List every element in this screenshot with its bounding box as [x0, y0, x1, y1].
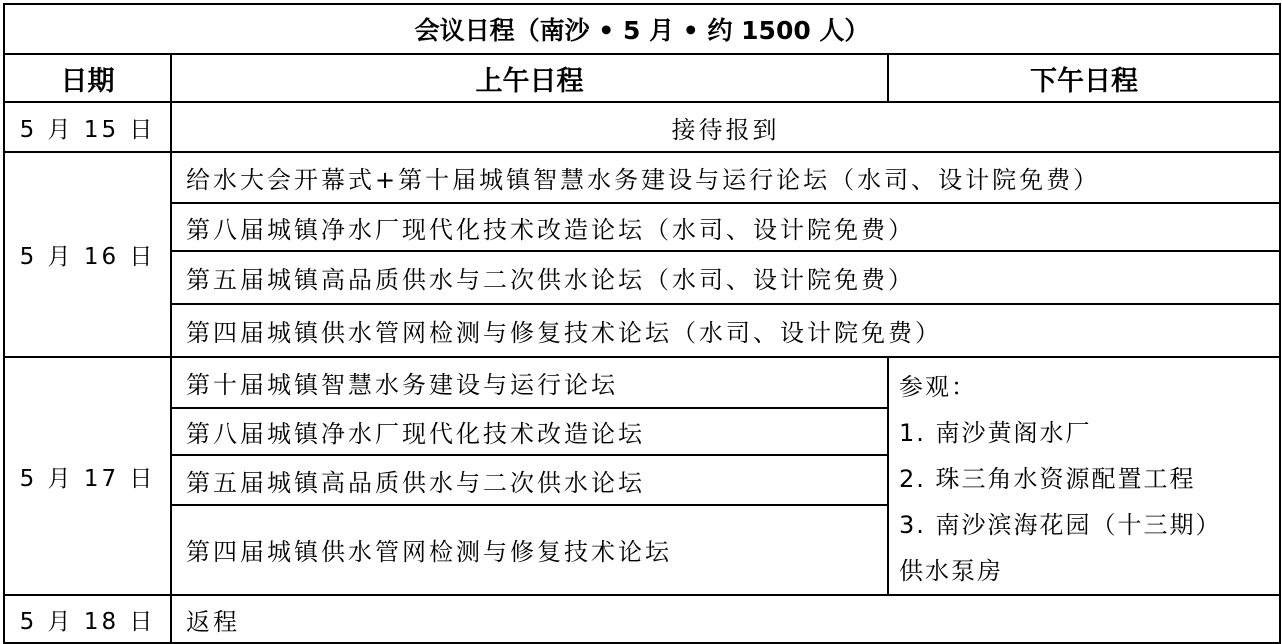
visit-line: 参观： [899, 373, 977, 401]
visit-line: 供水泵房 [899, 557, 1003, 585]
session-cell: 第八届城镇净水厂现代化技术改造论坛（水司、设计院免费） [171, 203, 1280, 251]
header-afternoon: 下午日程 [888, 54, 1280, 102]
visit-line: 2. 珠三角水资源配置工程 [899, 465, 1196, 493]
day-row-0516 [4, 152, 1280, 203]
session-row [4, 304, 1280, 357]
session-cell: 第四届城镇供水管网检测与修复技术论坛 [171, 505, 888, 595]
date-cell: 5 月 15 日 [4, 102, 171, 152]
day-row-0515 [4, 102, 1280, 152]
schedule-title: 会议日程（南沙 • 5 月 • 约 1500 人） [4, 4, 1280, 54]
conference-schedule-table [3, 3, 1281, 644]
afternoon-visit-cell [888, 357, 1280, 595]
header-morning: 上午日程 [171, 54, 888, 102]
session-row [4, 203, 1280, 251]
header-date: 日期 [4, 54, 171, 102]
header-row [4, 54, 1280, 102]
title-row [4, 4, 1280, 54]
session-cell: 第四届城镇供水管网检测与修复技术论坛（水司、设计院免费） [171, 304, 1280, 357]
date-cell: 5 月 18 日 [4, 595, 171, 643]
date-cell: 5 月 16 日 [4, 152, 171, 357]
session-cell: 返程 [171, 595, 1280, 643]
session-cell: 第五届城镇高品质供水与二次供水论坛 [171, 455, 888, 505]
day-row-0517 [4, 357, 1280, 408]
session-cell: 第五届城镇高品质供水与二次供水论坛（水司、设计院免费） [171, 251, 1280, 304]
session-cell: 第八届城镇净水厂现代化技术改造论坛 [171, 408, 888, 456]
visit-line: 1. 南沙黄阁水厂 [899, 419, 1092, 447]
session-cell: 接待报到 [171, 102, 1280, 152]
session-cell: 第十届城镇智慧水务建设与运行论坛 [171, 357, 888, 408]
session-row [4, 251, 1280, 304]
date-cell: 5 月 17 日 [4, 357, 171, 595]
session-cell: 给水大会开幕式+第十届城镇智慧水务建设与运行论坛（水司、设计院免费） [171, 152, 1280, 203]
visit-line: 3. 南沙滨海花园（十三期） [899, 511, 1222, 539]
day-row-0518 [4, 595, 1280, 643]
